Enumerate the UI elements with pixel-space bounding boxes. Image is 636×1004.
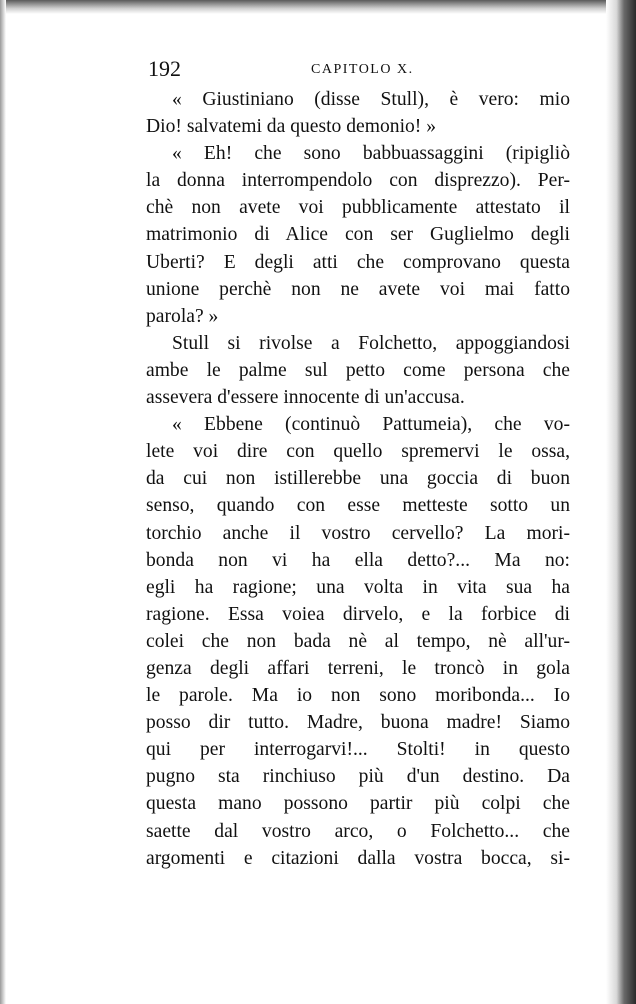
page-shadow-top [0, 0, 636, 14]
text-line: « Ebbene (continuò Pattumeia), che vo- [172, 414, 570, 436]
page-shadow-left [0, 0, 6, 1004]
text-line: senso, quando con esse metteste sotto un [146, 495, 570, 517]
text-line: « Eh! che sono babbuassaggini (ripigliò [172, 143, 570, 165]
text-line: parola? » [146, 305, 219, 327]
text-line: posso dir tutto. Madre, buona madre! Siamo [146, 712, 570, 734]
text-line: assevera d'essere innocente di un'accusa. [146, 387, 465, 409]
text-line: ambe le palme sul petto come persona che [146, 359, 570, 381]
text-line: bonda non vi ha ella detto?... Ma no: [146, 549, 570, 571]
text-line: saette dal vostro arco, o Folchetto... che [146, 820, 570, 842]
text-line: questa mano possono partir più colpi che [146, 793, 570, 815]
text-line: « Giustiniano (disse Stull), è vero: mio [172, 89, 570, 110]
text-line: unione perchè non ne avete voi mai fatto [146, 278, 570, 300]
text-line: genza degli affari terreni, le troncò in gola [146, 657, 570, 679]
text-line: Dio! salvatemi da questo demonio! » [146, 116, 437, 138]
running-header [148, 56, 568, 80]
text-line: pugno sta rinchiuso più d'un destino. Da [146, 766, 570, 788]
page-number: 192 [148, 56, 181, 81]
text-line: le parole. Ma io non sono moribonda... Io [146, 685, 570, 707]
text-line: chè non avete voi pubblicamente attestato il [146, 197, 570, 219]
chapter-title: CAPITOLO X. [311, 62, 414, 77]
text-line: ragione. Essa voiea dirvelo, e la forbice di [146, 603, 570, 625]
text-line: torchio anche il vostro cervello? La mori- [146, 522, 570, 544]
page-binding-edge [606, 0, 636, 1004]
text-line: argomenti e citazioni dalla vostra bocca, si- [146, 847, 570, 869]
text-line: colei che non bada nè al tempo, nè all'ur- [146, 630, 570, 652]
text-line: Stull si rivolse a Folchetto, appoggiandosi [172, 332, 570, 354]
text-line: da cui non istillerebbe una goccia di buon [146, 468, 570, 490]
text-line: Uberti? E degli atti che comprovano questa [146, 251, 570, 273]
text-line: matrimonio di Alice con ser Guglielmo degli [146, 224, 570, 246]
text-line: lete voi dire con quello spremervi le ossa, [146, 441, 570, 463]
body-text [146, 86, 570, 872]
text-line: la donna interrompendolo con disprezzo). Per- [146, 170, 570, 192]
text-line: qui per interrogarvi!... Stolti! in questo [146, 739, 570, 761]
text-line: egli ha ragione; una volta in vita sua ha [146, 576, 570, 598]
